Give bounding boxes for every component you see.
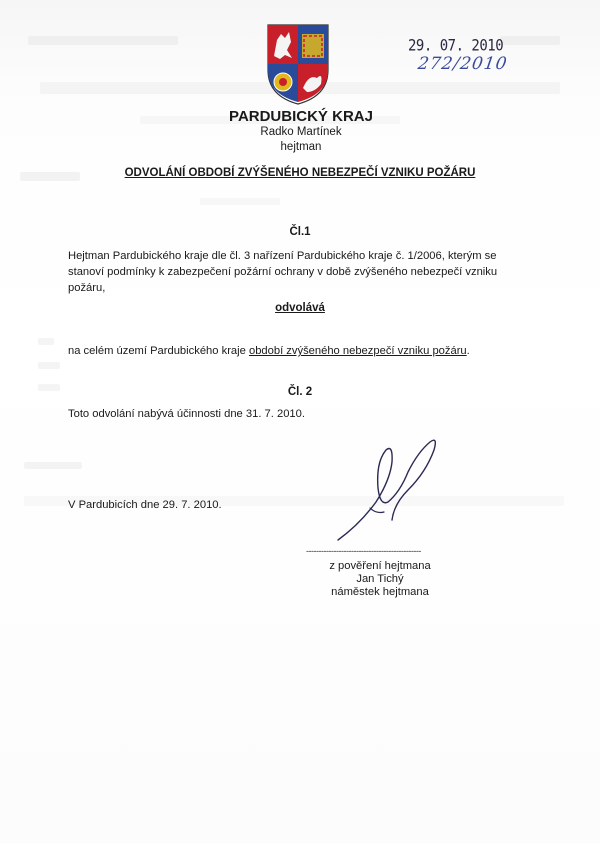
- signature-line: ----------------------------------------------: [306, 546, 421, 556]
- place-and-date: V Pardubicích dne 29. 7. 2010.: [68, 499, 222, 511]
- show-through-artifact: [38, 362, 60, 369]
- official-name: Radko Martínek: [260, 126, 342, 138]
- scope-underlined: období zvýšeného nebezpečí vzniku požáru: [248, 345, 467, 357]
- scope-prefix: na celém území Pardubického kraje: [68, 345, 249, 357]
- show-through-artifact: [38, 384, 60, 391]
- show-through-artifact: [38, 338, 54, 345]
- decision-verb: odvolává: [275, 302, 325, 314]
- section-2-body: Toto odvolání nabývá účinnosti dne 31. 7. 2010.: [68, 408, 305, 420]
- official-role: hejtman: [280, 141, 322, 153]
- show-through-artifact: [28, 36, 178, 45]
- section-2-heading: Čl. 2: [287, 386, 313, 398]
- body-line: stanoví podmínky k zabezpečení požární ochrany v době zvýšeného nebezpečí vzniku: [68, 266, 498, 278]
- show-through-artifact: [24, 462, 82, 469]
- handwritten-signature: [330, 432, 460, 552]
- scope-suffix: .: [466, 345, 470, 357]
- section-1-body: [68, 248, 528, 296]
- show-through-artifact: [200, 198, 280, 205]
- section-1-heading: Čl.1: [289, 226, 311, 238]
- organization-name: PARDUBICKÝ KRAJ: [229, 108, 373, 125]
- body-line: požáru,: [68, 282, 106, 294]
- signatory-role: náměstek hejtmana: [331, 586, 429, 598]
- document-title: ODVOLÁNÍ OBDOBÍ ZVÝŠENÉHO NEBEZPEČÍ VZNIKU POŽÁRU: [124, 167, 476, 179]
- show-through-artifact: [500, 36, 560, 45]
- signature-authorization: z pověření hejtmana: [329, 560, 431, 572]
- received-date-stamp: 29. 07. 2010: [408, 36, 504, 56]
- signatory-name: Jan Tichý: [356, 573, 404, 585]
- show-through-artifact: [20, 172, 80, 181]
- scope-statement: [68, 343, 528, 359]
- coat-of-arms-icon: [265, 22, 331, 106]
- reference-number-handwritten: 272/2010: [416, 54, 509, 74]
- body-line: Hejtman Pardubického kraje dle čl. 3 nařízení Pardubického kraje č. 1/2006, kterým se: [68, 250, 497, 262]
